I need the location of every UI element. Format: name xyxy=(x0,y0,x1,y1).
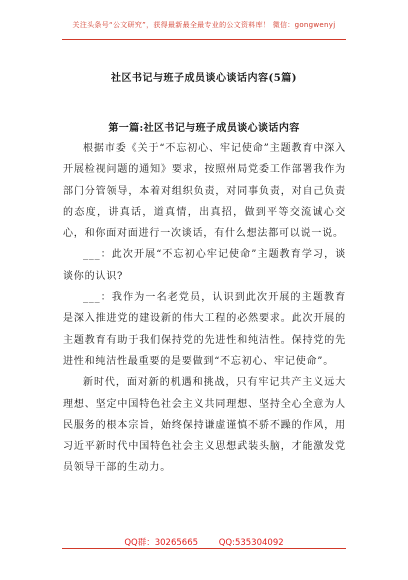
section-title: 第一篇:社区书记与班子成员谈心谈话内容 xyxy=(108,123,300,134)
document-title: 社区书记与班子成员谈心谈话内容(5篇) xyxy=(111,73,297,84)
body-paragraph: ___：我作为一名老党员，认识到此次开展的主题教育是深入推进党的建设新的伟大工程的必然要求。此次开展的主题教育有助于我们保持党的先进性和纯洁性。保持党的先进性和纯洁性最重要的是要做到“不忘初心、牢记使命”。 xyxy=(63,292,346,367)
page-footer xyxy=(0,536,408,548)
footer-qq-number: QQ:535304092 xyxy=(218,538,284,548)
footer-qq-group: QQ群：30265665 xyxy=(124,538,199,548)
body-paragraph: 根据市委《关于“不忘初心、牢记使命”主题教育中深入开展检视问题的通知》要求，按照州局党委工作部署我作为部门分管领导，本着对组织负责，对同事负责，对自己负责的态度，讲真话，道真情，出真招，做到平等交流诚心交心，和你面对面进行一次谈话，有什么想法都可以说一说。 xyxy=(63,143,346,240)
footer-divider xyxy=(62,548,346,549)
body-paragraph: 新时代，面对新的机遇和挑战，只有牢记共产主义远大理想、坚定中国特色社会主义共同理想、坚持全心全意为人民服务的根本宗旨，始终保持谦虚谨慎不骄不躁的作风，用习近平新时代中国特色社会主义思想武装头脑，才能激发党员领导干部的生动力。 xyxy=(63,377,346,474)
page-header: 关注头条号“公文研究”，获得最新最全最专业的公文资料库！ 微信：gongwenyj xyxy=(72,21,336,29)
header-divider xyxy=(62,39,346,40)
body-paragraph: ___：此次开展“不忘初心牢记使命”主题教育学习，谈谈你的认识? xyxy=(63,249,346,282)
document-body xyxy=(63,138,346,479)
